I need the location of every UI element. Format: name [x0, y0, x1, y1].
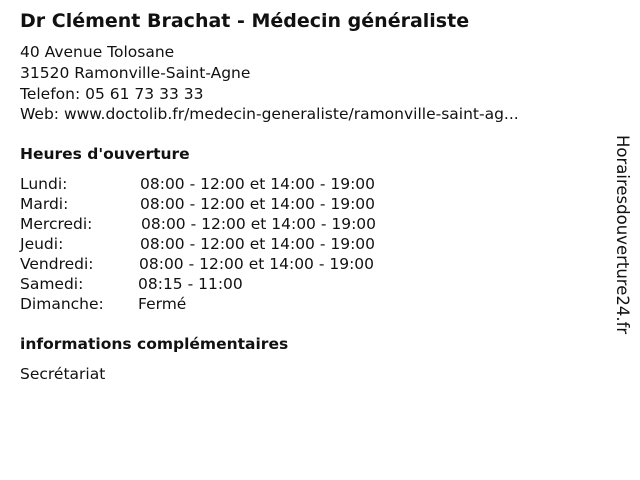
- hours-day: Vendredi:: [20, 255, 94, 273]
- site-brand-vertical: Horairesdouverture24.fr: [613, 135, 632, 335]
- hours-day: Dimanche:: [20, 295, 104, 313]
- website-link[interactable]: Web: www.doctolib.fr/medecin-generaliste/ramonville-saint-ag...: [20, 105, 519, 123]
- hours-day: Jeudi:: [20, 235, 64, 253]
- hours-day: Lundi:: [20, 175, 68, 193]
- opening-hours-heading: Heures d'ouverture: [20, 145, 190, 163]
- hours-row-mardi: [20, 195, 440, 215]
- phone-number[interactable]: Telefon: 05 61 73 33 33: [20, 85, 204, 103]
- additional-info-text: Secrétariat: [20, 365, 106, 383]
- hours-time: Fermé: [138, 295, 187, 313]
- hours-day: Samedi:: [20, 275, 84, 293]
- hours-row-dimanche: [20, 295, 440, 315]
- hours-row-samedi: [20, 275, 440, 295]
- hours-row-jeudi: [20, 235, 440, 255]
- hours-time: 08:00 - 12:00 et 14:00 - 19:00: [140, 175, 376, 193]
- address-city: 31520 Ramonville-Saint-Agne: [20, 64, 251, 82]
- hours-row-mercredi: [20, 215, 440, 235]
- hours-row-lundi: [20, 175, 440, 195]
- hours-row-vendredi: [20, 255, 440, 275]
- additional-info-heading: informations complémentaires: [20, 335, 289, 353]
- hours-day: Mardi:: [20, 195, 69, 213]
- hours-time: 08:00 - 12:00 et 14:00 - 19:00: [141, 215, 377, 233]
- hours-time: 08:00 - 12:00 et 14:00 - 19:00: [139, 255, 375, 273]
- address-street: 40 Avenue Tolosane: [20, 43, 175, 61]
- hours-time: 08:00 - 12:00 et 14:00 - 19:00: [140, 195, 376, 213]
- hours-day: Mercredi:: [20, 215, 93, 233]
- hours-time: 08:15 - 11:00: [138, 275, 243, 293]
- page-title: Dr Clément Brachat - Médecin généraliste: [20, 10, 470, 32]
- hours-time: 08:00 - 12:00 et 14:00 - 19:00: [140, 235, 376, 253]
